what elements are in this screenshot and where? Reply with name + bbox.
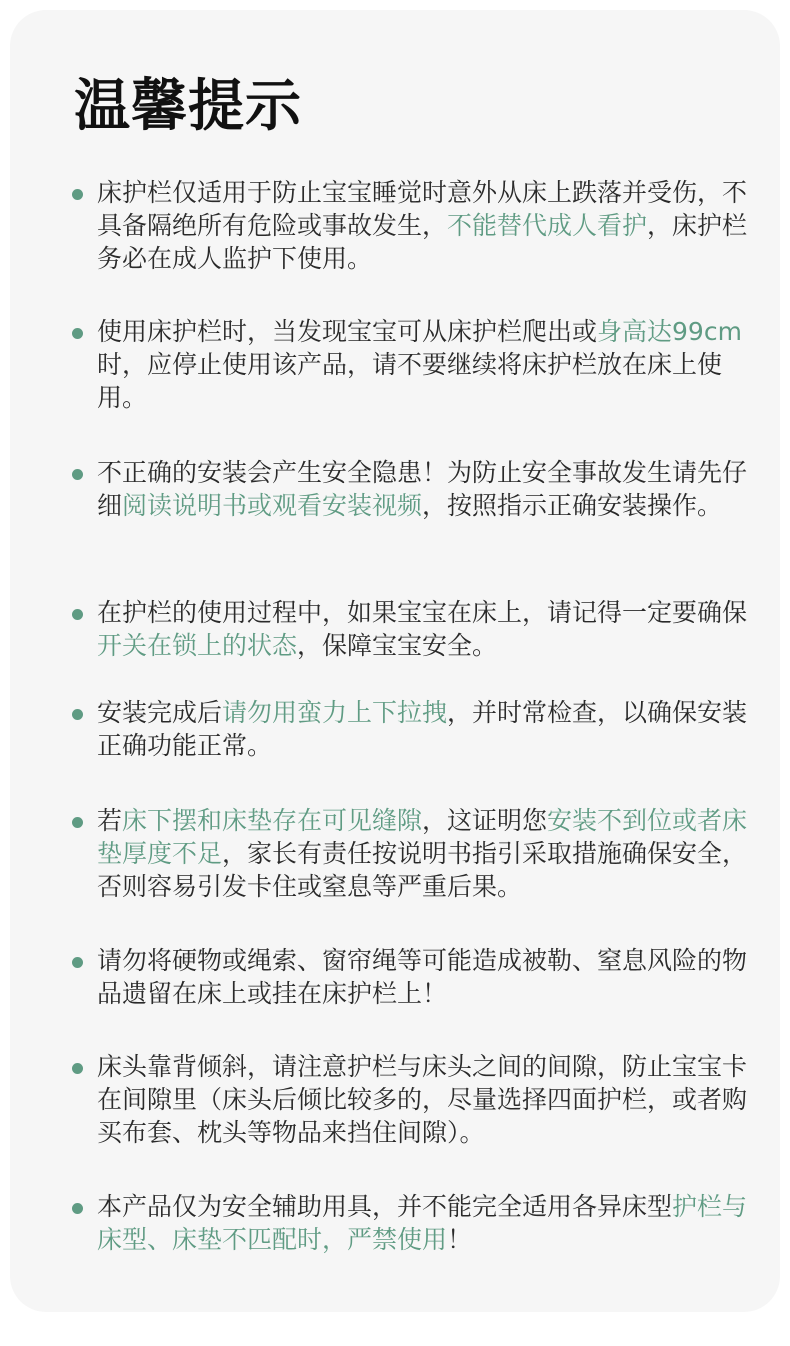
bullet-dot-icon xyxy=(72,1063,83,1074)
tip-text xyxy=(97,1050,752,1149)
tip-segment: 若 xyxy=(97,806,123,835)
tip-highlight: 阅读说明书或观看安装视频 xyxy=(122,491,423,520)
tip-segment: 床护栏仅适用于防止宝宝睡觉时意外从床上跌落并受伤，不具备隔绝所有危险或事故发生， xyxy=(97,178,748,240)
tip-segment: ，按照指示正确安装操作。 xyxy=(422,491,723,520)
tip-segment: 使用床护栏时，当发现宝宝可从床护栏爬出或 xyxy=(97,317,598,346)
bullet-dot-icon xyxy=(72,469,83,480)
tip-highlight: 身高达99cm xyxy=(597,317,742,346)
bullet-dot-icon xyxy=(72,328,83,339)
tip-segment: 床头靠背倾斜，请注意护栏与床头之间的间隙，防止宝宝卡在间隙里（床头后倾比较多的，尽量选择四面护栏，或者购买布套、枕头等物品来挡住间隙）。 xyxy=(97,1052,748,1147)
tip-segment: 在护栏的使用过程中，如果宝宝在床上，请记得一定要确保 xyxy=(97,598,748,627)
tip-text xyxy=(97,456,752,522)
tip-highlight: 开关在锁上的状态 xyxy=(97,631,298,660)
tip-text xyxy=(97,1190,752,1256)
bullet-dot-icon xyxy=(72,609,83,620)
tips-card xyxy=(10,10,780,1312)
page-title: 温馨提示 xyxy=(74,74,302,139)
tip-item xyxy=(72,804,752,903)
tip-segment: ，保障宝宝安全。 xyxy=(297,631,498,660)
tip-item xyxy=(72,696,752,762)
tip-text xyxy=(97,696,752,762)
tip-highlight: 请勿用蛮力上下拉拽 xyxy=(222,698,448,727)
tip-item xyxy=(72,1050,752,1149)
bullet-dot-icon xyxy=(72,189,83,200)
tip-segment: 安装完成后 xyxy=(97,698,223,727)
tip-segment: 本产品仅为安全辅助用具，并不能完全适用各异床型 xyxy=(97,1192,673,1221)
bullet-dot-icon xyxy=(72,957,83,968)
bullet-dot-icon xyxy=(72,709,83,720)
tip-item xyxy=(72,456,752,522)
tip-text xyxy=(97,944,752,1010)
tip-segment: ，这证明您 xyxy=(422,806,548,835)
tip-text xyxy=(97,176,752,275)
tip-highlight: 床下摆和床垫存在可见缝隙 xyxy=(122,806,423,835)
tip-highlight: 护栏与床型、床垫不匹配时，严禁使用 xyxy=(97,1192,748,1254)
tip-segment: ，家长有责任按说明书指引采取措施确保安全，否则容易引发卡住或窒息等严重后果。 xyxy=(97,839,748,901)
tip-segment: ，并时常检查，以确保安装正确功能正常。 xyxy=(97,698,748,760)
tip-item xyxy=(72,176,752,275)
tip-item xyxy=(72,944,752,1010)
tip-segment: ！ xyxy=(447,1225,473,1254)
tip-segment: ，床护栏务必在成人监护下使用。 xyxy=(97,211,748,273)
tip-text xyxy=(97,804,752,903)
tip-segment: 请勿将硬物或绳索、窗帘绳等可能造成被勒、窒息风险的物品遗留在床上或挂在床护栏上！ xyxy=(97,946,748,1008)
bullet-dot-icon xyxy=(72,817,83,828)
bullet-dot-icon xyxy=(72,1203,83,1214)
tip-item xyxy=(72,596,752,662)
tip-highlight: 安装不到位或者床垫厚度不足 xyxy=(97,806,748,868)
tip-text xyxy=(97,315,752,414)
tip-text xyxy=(97,596,752,662)
tip-highlight: 不能替代成人看护 xyxy=(447,211,648,240)
tip-segment: 不正确的安装会产生安全隐患！为防止安全事故发生请先仔细 xyxy=(97,458,748,520)
tip-segment: 时，应停止使用该产品，请不要继续将床护栏放在床上使用。 xyxy=(97,350,723,412)
tip-item xyxy=(72,315,752,414)
tip-item xyxy=(72,1190,752,1256)
